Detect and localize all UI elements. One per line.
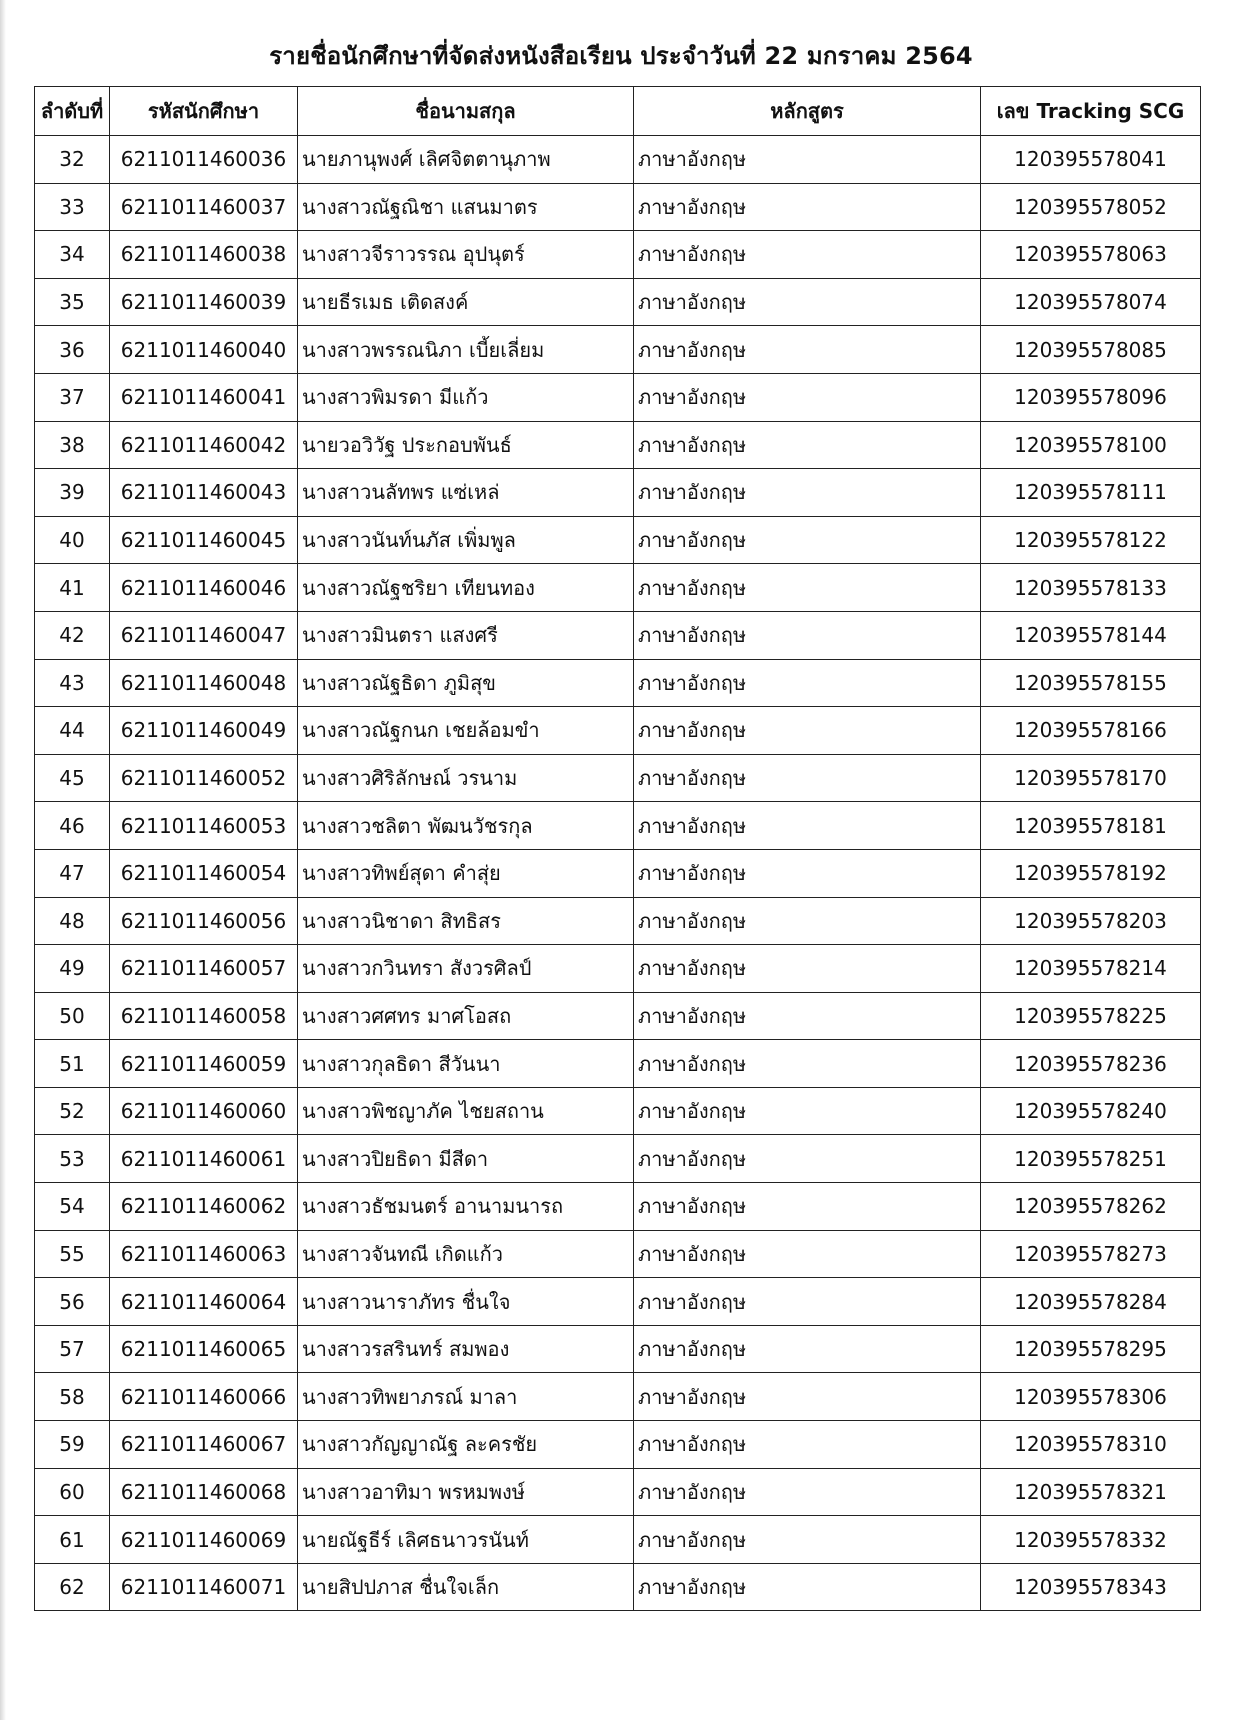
table-row [35, 1325, 1201, 1373]
cell-number: 53 [35, 1135, 110, 1183]
cell-number: 58 [35, 1373, 110, 1421]
cell-tracking: 120395578063 [981, 231, 1201, 279]
cell-number: 38 [35, 421, 110, 469]
cell-student-id: 6211011460053 [110, 802, 298, 850]
cell-course: ภาษาอังกฤษ [634, 754, 981, 802]
cell-student-id: 6211011460064 [110, 1278, 298, 1326]
table-row [35, 1087, 1201, 1135]
cell-name: นางสาวณัฐชริยา เทียนทอง [298, 564, 634, 612]
cell-tracking: 120395578155 [981, 659, 1201, 707]
cell-tracking: 120395578166 [981, 707, 1201, 755]
cell-number: 47 [35, 849, 110, 897]
cell-course: ภาษาอังกฤษ [634, 278, 981, 326]
table-row [35, 802, 1201, 850]
cell-course: ภาษาอังกฤษ [634, 421, 981, 469]
table-header-row [35, 87, 1201, 136]
cell-name: นางสาวศิริลักษณ์ วรนาม [298, 754, 634, 802]
cell-course: ภาษาอังกฤษ [634, 1135, 981, 1183]
header-course: หลักสูตร [634, 87, 981, 136]
cell-tracking: 120395578310 [981, 1421, 1201, 1469]
table-row [35, 897, 1201, 945]
cell-tracking: 120395578284 [981, 1278, 1201, 1326]
cell-name: นางสาวทิพยาภรณ์ มาลา [298, 1373, 634, 1421]
cell-course: ภาษาอังกฤษ [634, 611, 981, 659]
cell-number: 35 [35, 278, 110, 326]
cell-tracking: 120395578203 [981, 897, 1201, 945]
cell-student-id: 6211011460056 [110, 897, 298, 945]
cell-name: นางสาวอาทิมา พรหมพงษ์ [298, 1468, 634, 1516]
cell-name: นางสาวกัญญาณัฐ ละครชัย [298, 1421, 634, 1469]
cell-student-id: 6211011460066 [110, 1373, 298, 1421]
cell-number: 37 [35, 373, 110, 421]
cell-student-id: 6211011460046 [110, 564, 298, 612]
cell-name: นางสาวปิยธิดา มีสีดา [298, 1135, 634, 1183]
table-row [35, 659, 1201, 707]
cell-number: 49 [35, 945, 110, 993]
cell-course: ภาษาอังกฤษ [634, 1563, 981, 1611]
cell-student-id: 6211011460047 [110, 611, 298, 659]
cell-name: นายณัฐธีร์ เลิศธนาวรนันท์ [298, 1516, 634, 1564]
cell-course: ภาษาอังกฤษ [634, 1230, 981, 1278]
cell-name: นางสาวนิชาดา สิทธิสร [298, 897, 634, 945]
cell-student-id: 6211011460060 [110, 1087, 298, 1135]
cell-number: 61 [35, 1516, 110, 1564]
cell-course: ภาษาอังกฤษ [634, 1183, 981, 1231]
table-row [35, 564, 1201, 612]
cell-name: นางสาวนาราภัทร ชื่นใจ [298, 1278, 634, 1326]
table-row [35, 373, 1201, 421]
cell-course: ภาษาอังกฤษ [634, 136, 981, 184]
cell-student-id: 6211011460059 [110, 1040, 298, 1088]
cell-student-id: 6211011460041 [110, 373, 298, 421]
table-row [35, 278, 1201, 326]
cell-course: ภาษาอังกฤษ [634, 1325, 981, 1373]
cell-number: 42 [35, 611, 110, 659]
table-row [35, 1278, 1201, 1326]
cell-number: 33 [35, 183, 110, 231]
cell-student-id: 6211011460071 [110, 1563, 298, 1611]
cell-course: ภาษาอังกฤษ [634, 1421, 981, 1469]
cell-student-id: 6211011460040 [110, 326, 298, 374]
header-number: ลำดับที่ [35, 87, 110, 136]
table-row [35, 1468, 1201, 1516]
cell-number: 40 [35, 516, 110, 564]
table-row [35, 945, 1201, 993]
cell-tracking: 120395578181 [981, 802, 1201, 850]
cell-course: ภาษาอังกฤษ [634, 183, 981, 231]
cell-number: 60 [35, 1468, 110, 1516]
cell-course: ภาษาอังกฤษ [634, 469, 981, 517]
table-row [35, 1040, 1201, 1088]
cell-tracking: 120395578332 [981, 1516, 1201, 1564]
table-row [35, 183, 1201, 231]
table-body [35, 136, 1201, 1611]
cell-name: นางสาวณัฐธิดา ภูมิสุข [298, 659, 634, 707]
cell-course: ภาษาอังกฤษ [634, 1468, 981, 1516]
cell-tracking: 120395578262 [981, 1183, 1201, 1231]
cell-name: นางสาวศศทร มาศโอสถ [298, 992, 634, 1040]
cell-name: นางสาวธัชมนตร์ อานามนารถ [298, 1183, 634, 1231]
cell-tracking: 120395578111 [981, 469, 1201, 517]
table-row [35, 1230, 1201, 1278]
cell-tracking: 120395578170 [981, 754, 1201, 802]
cell-tracking: 120395578343 [981, 1563, 1201, 1611]
cell-student-id: 6211011460068 [110, 1468, 298, 1516]
cell-number: 43 [35, 659, 110, 707]
cell-student-id: 6211011460058 [110, 992, 298, 1040]
table-row [35, 1135, 1201, 1183]
cell-student-id: 6211011460036 [110, 136, 298, 184]
cell-course: ภาษาอังกฤษ [634, 326, 981, 374]
table-row [35, 421, 1201, 469]
table-row [35, 1563, 1201, 1611]
cell-tracking: 120395578236 [981, 1040, 1201, 1088]
cell-student-id: 6211011460045 [110, 516, 298, 564]
cell-course: ภาษาอังกฤษ [634, 1278, 981, 1326]
cell-tracking: 120395578085 [981, 326, 1201, 374]
cell-number: 32 [35, 136, 110, 184]
cell-tracking: 120395578306 [981, 1373, 1201, 1421]
cell-student-id: 6211011460057 [110, 945, 298, 993]
cell-tracking: 120395578096 [981, 373, 1201, 421]
cell-name: นายวอวิวัฐ ประกอบพันธ์ [298, 421, 634, 469]
cell-tracking: 120395578240 [981, 1087, 1201, 1135]
cell-course: ภาษาอังกฤษ [634, 1040, 981, 1088]
cell-number: 46 [35, 802, 110, 850]
cell-number: 55 [35, 1230, 110, 1278]
cell-name: นางสาวจีราวรรณ อุปนุตร์ [298, 231, 634, 279]
cell-student-id: 6211011460054 [110, 849, 298, 897]
table-row [35, 1183, 1201, 1231]
cell-student-id: 6211011460038 [110, 231, 298, 279]
cell-name: นางสาวทิพย์สุดา คำสุ่ย [298, 849, 634, 897]
cell-course: ภาษาอังกฤษ [634, 897, 981, 945]
cell-number: 44 [35, 707, 110, 755]
cell-course: ภาษาอังกฤษ [634, 1373, 981, 1421]
cell-name: นางสาวพิชญาภัค ไชยสถาน [298, 1087, 634, 1135]
table-row [35, 516, 1201, 564]
cell-number: 45 [35, 754, 110, 802]
cell-student-id: 6211011460062 [110, 1183, 298, 1231]
cell-number: 51 [35, 1040, 110, 1088]
cell-course: ภาษาอังกฤษ [634, 564, 981, 612]
cell-student-id: 6211011460042 [110, 421, 298, 469]
cell-name: นายภานุพงศ์ เลิศจิตตานุภาพ [298, 136, 634, 184]
cell-number: 36 [35, 326, 110, 374]
cell-student-id: 6211011460065 [110, 1325, 298, 1373]
cell-tracking: 120395578321 [981, 1468, 1201, 1516]
table-row [35, 1516, 1201, 1564]
table-row [35, 754, 1201, 802]
cell-course: ภาษาอังกฤษ [634, 516, 981, 564]
cell-number: 57 [35, 1325, 110, 1373]
cell-course: ภาษาอังกฤษ [634, 992, 981, 1040]
cell-student-id: 6211011460039 [110, 278, 298, 326]
cell-name: นางสาวรสรินทร์ สมพอง [298, 1325, 634, 1373]
table-row [35, 707, 1201, 755]
cell-course: ภาษาอังกฤษ [634, 945, 981, 993]
table-row [35, 1421, 1201, 1469]
header-tracking: เลข Tracking SCG [981, 87, 1201, 136]
table-row [35, 1373, 1201, 1421]
cell-tracking: 120395578052 [981, 183, 1201, 231]
cell-number: 50 [35, 992, 110, 1040]
cell-name: นางสาวกวินทรา สังวรศิลป์ [298, 945, 634, 993]
cell-name: นางสาวมินตรา แสงศรี [298, 611, 634, 659]
table-row [35, 469, 1201, 517]
cell-tracking: 120395578273 [981, 1230, 1201, 1278]
cell-student-id: 6211011460061 [110, 1135, 298, 1183]
table-row [35, 849, 1201, 897]
cell-name: นางสาวพิมรดา มีแก้ว [298, 373, 634, 421]
header-name: ชื่อนามสกุล [298, 87, 634, 136]
cell-name: นางสาวกุลธิดา สีวันนา [298, 1040, 634, 1088]
cell-course: ภาษาอังกฤษ [634, 231, 981, 279]
cell-student-id: 6211011460069 [110, 1516, 298, 1564]
student-shipment-table [34, 86, 1201, 1611]
cell-tracking: 120395578225 [981, 992, 1201, 1040]
cell-student-id: 6211011460049 [110, 707, 298, 755]
cell-tracking: 120395578144 [981, 611, 1201, 659]
cell-tracking: 120395578192 [981, 849, 1201, 897]
table-row [35, 992, 1201, 1040]
cell-student-id: 6211011460052 [110, 754, 298, 802]
cell-number: 48 [35, 897, 110, 945]
cell-student-id: 6211011460063 [110, 1230, 298, 1278]
cell-number: 54 [35, 1183, 110, 1231]
cell-course: ภาษาอังกฤษ [634, 373, 981, 421]
cell-student-id: 6211011460048 [110, 659, 298, 707]
cell-course: ภาษาอังกฤษ [634, 849, 981, 897]
cell-course: ภาษาอังกฤษ [634, 659, 981, 707]
cell-student-id: 6211011460067 [110, 1421, 298, 1469]
cell-student-id: 6211011460043 [110, 469, 298, 517]
cell-number: 59 [35, 1421, 110, 1469]
cell-course: ภาษาอังกฤษ [634, 802, 981, 850]
cell-name: นางสาวนลัทพร แซ่เหล่ [298, 469, 634, 517]
table-row [35, 231, 1201, 279]
cell-tracking: 120395578133 [981, 564, 1201, 612]
cell-number: 52 [35, 1087, 110, 1135]
cell-tracking: 120395578041 [981, 136, 1201, 184]
cell-name: นางสาวชลิตา พัฒนวัชรกุล [298, 802, 634, 850]
cell-name: นางสาวพรรณนิภา เบี้ยเลี่ยม [298, 326, 634, 374]
cell-course: ภาษาอังกฤษ [634, 707, 981, 755]
cell-number: 56 [35, 1278, 110, 1326]
cell-name: นายสิปปภาส ชื่นใจเล็ก [298, 1563, 634, 1611]
cell-tracking: 120395578214 [981, 945, 1201, 993]
document-title: รายชื่อนักศึกษาที่จัดส่งหนังสือเรียน ประจำวันที่ 22 มกราคม 2564 [269, 42, 973, 70]
cell-number: 34 [35, 231, 110, 279]
table-row [35, 326, 1201, 374]
cell-number: 62 [35, 1563, 110, 1611]
cell-student-id: 6211011460037 [110, 183, 298, 231]
cell-name: นางสาวนันท์นภัส เพิ่มพูล [298, 516, 634, 564]
cell-number: 41 [35, 564, 110, 612]
cell-name: นางสาวณัฐณิชา แสนมาตร [298, 183, 634, 231]
header-student-id: รหัสนักศึกษา [110, 87, 298, 136]
cell-tracking: 120395578122 [981, 516, 1201, 564]
cell-tracking: 120395578251 [981, 1135, 1201, 1183]
table-row [35, 611, 1201, 659]
cell-tracking: 120395578295 [981, 1325, 1201, 1373]
cell-tracking: 120395578074 [981, 278, 1201, 326]
table-row [35, 136, 1201, 184]
cell-name: นายธีรเมธ เติดสงค์ [298, 278, 634, 326]
cell-name: นางสาวจันทณี เกิดแก้ว [298, 1230, 634, 1278]
cell-course: ภาษาอังกฤษ [634, 1516, 981, 1564]
cell-number: 39 [35, 469, 110, 517]
cell-tracking: 120395578100 [981, 421, 1201, 469]
page-edge-shadow [0, 0, 6, 1720]
cell-course: ภาษาอังกฤษ [634, 1087, 981, 1135]
cell-name: นางสาวณัฐกนก เชยล้อมขำ [298, 707, 634, 755]
